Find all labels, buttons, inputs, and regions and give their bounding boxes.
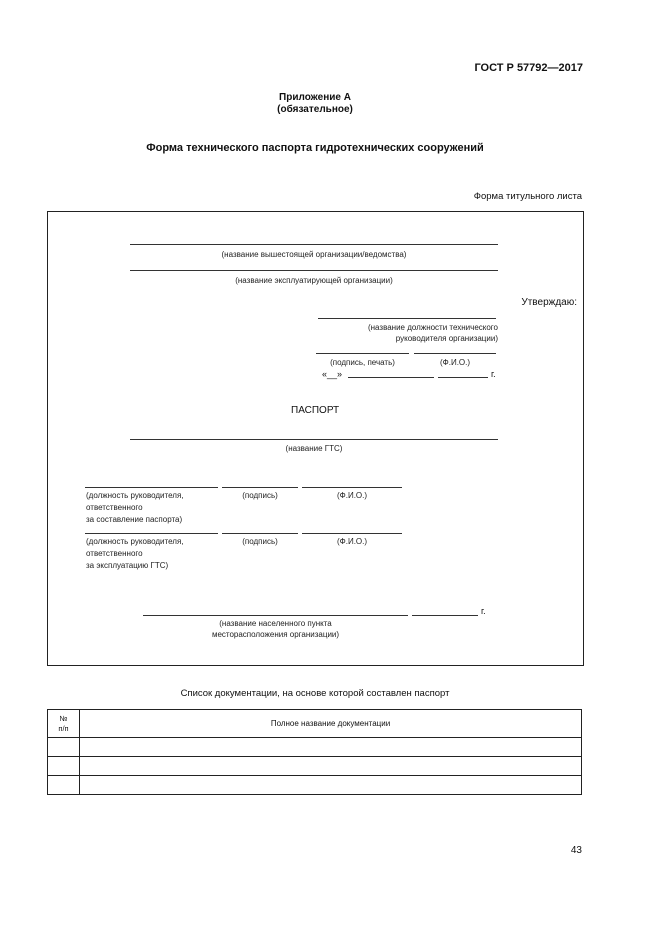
form-title: Форма технического паспорта гидротехнических сооружений xyxy=(146,142,484,154)
sign-seal-caption: (подпись, печать) xyxy=(330,358,395,367)
signer2-caption-2: ответственного xyxy=(86,549,143,558)
place-caption-2: месторасположения организации) xyxy=(211,630,340,639)
page-number: 43 xyxy=(570,845,582,856)
appendix-status: (обязательное) xyxy=(277,104,353,115)
date-day: «__» xyxy=(322,369,343,379)
approve-fio-caption: (Ф.И.О.) xyxy=(439,358,471,367)
signer1-fio-caption: (Ф.И.О.) xyxy=(336,491,368,500)
table-cell xyxy=(80,776,582,795)
place-caption-1: (название населенного пункта xyxy=(219,619,332,628)
approve-fio-line xyxy=(414,353,496,354)
table-row xyxy=(48,757,582,776)
table-cell xyxy=(48,757,80,776)
tech-head-line xyxy=(318,318,496,319)
signer2-fio-line xyxy=(302,533,402,534)
passport-title: ПАСПОРТ xyxy=(291,405,340,416)
signer1-sign-line xyxy=(222,487,298,488)
signer2-position-line xyxy=(85,533,218,534)
col-number-label-1: № xyxy=(59,713,68,723)
gts-name-line xyxy=(130,439,498,440)
place-line xyxy=(143,615,408,616)
table-cell xyxy=(48,738,80,757)
gts-name-caption: (название ГТС) xyxy=(285,444,343,453)
table-row xyxy=(48,776,582,795)
signer1-caption-1: (должность руководителя, xyxy=(86,491,184,500)
place-year-line xyxy=(412,615,478,616)
col-number-label-2: п/п xyxy=(58,723,69,733)
col-number-header xyxy=(48,710,80,738)
signer1-fio-line xyxy=(302,487,402,488)
parent-org-line xyxy=(130,244,498,245)
signer1-position-line xyxy=(85,487,218,488)
table-cell xyxy=(48,776,80,795)
year-suffix: г. xyxy=(491,369,496,379)
place-year-suffix: г. xyxy=(481,606,486,616)
doc-list-table xyxy=(47,709,582,795)
signer1-caption-2: ответственного xyxy=(86,503,143,512)
tech-head-caption-1: (название должности технического xyxy=(367,323,498,332)
approve-sign-line xyxy=(316,353,409,354)
operating-org-caption: (название эксплуатирующей организации) xyxy=(235,276,393,285)
signer2-sign-caption: (подпись) xyxy=(242,537,278,546)
table-cell xyxy=(80,738,582,757)
col-name-header: Полное название документации xyxy=(80,710,582,738)
signer2-caption-1: (должность руководителя, xyxy=(86,537,184,546)
date-year-line xyxy=(438,377,488,378)
approve-label: Утверждаю: xyxy=(521,297,577,308)
parent-org-caption: (название вышестоящей организации/ведомства) xyxy=(221,250,407,259)
table-row xyxy=(48,738,582,757)
doc-list-title: Список документации, на основе которой составлен паспорт xyxy=(180,688,450,699)
tech-head-caption-2: руководителя организации) xyxy=(395,334,498,343)
signer2-sign-line xyxy=(222,533,298,534)
document-code: ГОСТ Р 57792—2017 xyxy=(474,62,583,74)
signer2-caption-3: за эксплуатацию ГТС) xyxy=(86,561,169,570)
table-cell xyxy=(80,757,582,776)
date-month-line xyxy=(348,377,434,378)
operating-org-line xyxy=(130,270,498,271)
signer2-fio-caption: (Ф.И.О.) xyxy=(336,537,368,546)
signer1-sign-caption: (подпись) xyxy=(242,491,278,500)
appendix-title: Приложение А xyxy=(279,92,351,103)
form-label: Форма титульного листа xyxy=(473,191,582,202)
table-header-row xyxy=(48,710,582,738)
signer1-caption-3: за составление паспорта) xyxy=(86,515,183,524)
